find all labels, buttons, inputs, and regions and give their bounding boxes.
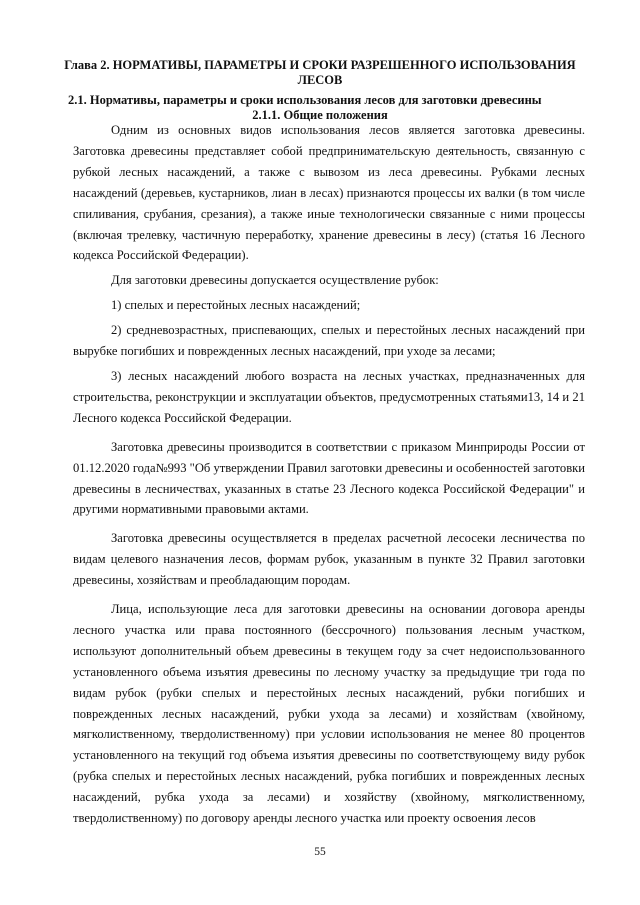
list-item: 3) лесных насаждений любого возраста на лесных участках, предназначенных для строительства, реконструкции и эксплуатации объектов, предусмотренных статьями13, 14 и 21 Лесного кодекса Российской Федерации. <box>73 368 585 425</box>
chapter-title: Глава 2. НОРМАТИВЫ, ПАРАМЕТРЫ И СРОКИ РАЗРЕШЕННОГО ИСПОЛЬЗОВАНИЯ ЛЕСОВ <box>64 58 576 87</box>
page-number: 55 <box>314 846 326 858</box>
paragraph: Лица, использующие леса для заготовки древесины на основании договора аренды лесного участка или права постоянного (бессрочного) пользования лесным участком, используют дополнительный объем древесины в текущем году за счет недоиспользованного установленного объема изъятия древесины по лесному участку за предыдущие три года по видам рубок (рубки спелых и перестойных лесных насаждений, рубки погибших и поврежденных лесных насаждений, рубки ухода за лесами) и хозяйствам (хвойному, мягколиственному, твердолиственному) при условии использования не менее 80 процентов установленного на текущий год объема изъятия древесины по соответствующему виду рубок (рубка спелых и перестойных лесных насаждений, рубка погибших и поврежденных лесных насаждений, рубка ухода за лесами) и хозяйству (хвойному, мягколиственному, твердолиственному) по договору аренды лесного участка или проекту освоения лесов <box>73 602 585 826</box>
paragraph: Заготовка древесины осуществляется в пределах расчетной лесосеки лесничества по видам целевого назначения лесов, формам рубок, указанным в пункте 32 Правил заготовки древесины, хозяйствам и преобладающим породам. <box>73 531 585 588</box>
list-item: 1) спелых и перестойных лесных насаждений; <box>111 298 361 313</box>
subsection-title: 2.1.1. Общие положения <box>252 108 388 122</box>
paragraph: Одним из основных видов использования лесов является заготовка древесины. Заготовка древесины представляет собой предпринимательскую деятельность, связанную с рубкой лесных насаждений, а также с вывозом из леса древесины. Рубками лесных насаждений (деревьев, кустарников, лиан в лесах) признаются процессы их валки (в том числе спиливания, срубания, срезания), а также иные технологически связанные с ними процессы (включая трелевку, частичную переработку, хранение древесины в лесу) (статья 16 Лесного кодекса Российской Федерации). <box>73 123 585 263</box>
list-item: 2) средневозрастных, приспевающих, спелых и перестойных лесных насаждений при вырубке погибших и поврежденных лесных насаждений, при уходе за лесами; <box>73 323 585 359</box>
paragraph: Для заготовки древесины допускается осуществление рубок: <box>111 273 439 288</box>
body-text <box>73 120 585 829</box>
paragraph: Заготовка древесины производится в соответствии с приказом Минприроды России от 01.12.2020 года№993 "Об утверждении Правил заготовки древесины и особенностей заготовки древесины в лесничествах, указанных в статье 23 Лесного кодекса Российской Федерации" и другими нормативными правовыми актами. <box>73 439 585 517</box>
section-title: 2.1. Нормативы, параметры и сроки использования лесов для заготовки древесины <box>68 93 542 107</box>
